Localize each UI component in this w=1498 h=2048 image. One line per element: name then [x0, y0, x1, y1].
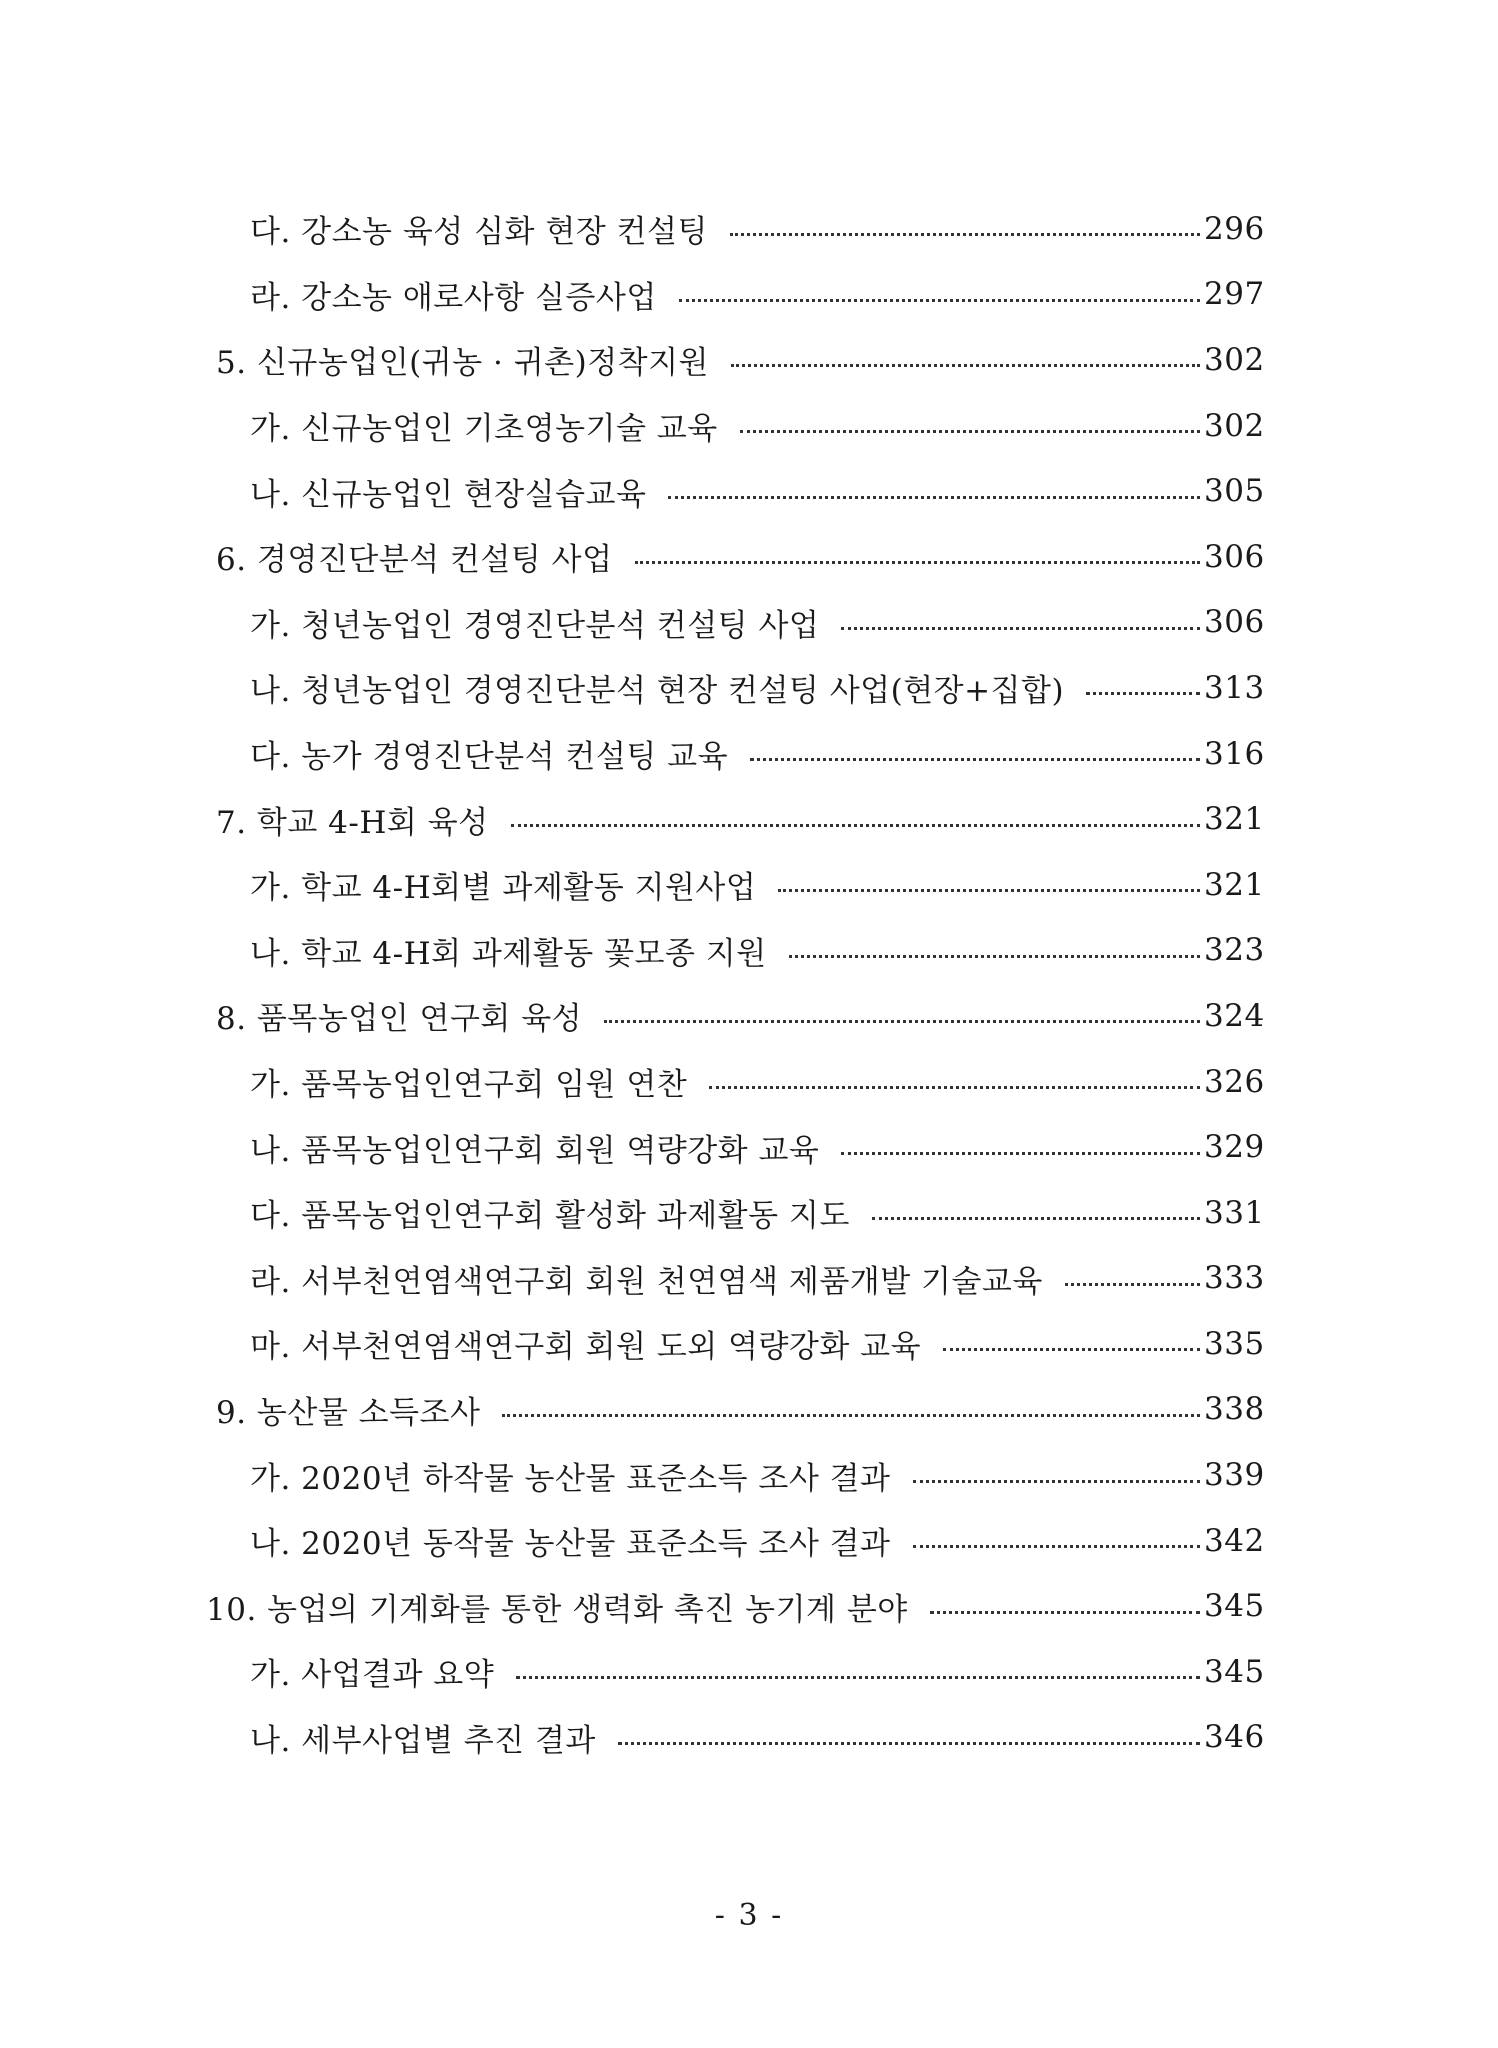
- toc-entry[interactable]: [0, 1442, 1498, 1508]
- toc-entry-label: 가. 신규농업인 기초영농기술 교육: [250, 411, 718, 448]
- toc-entry[interactable]: [0, 458, 1498, 524]
- toc-entry[interactable]: [0, 1311, 1498, 1377]
- toc-entry-page: 306: [1204, 604, 1265, 641]
- toc-section[interactable]: [0, 786, 1498, 852]
- toc-entry[interactable]: [0, 918, 1498, 984]
- toc-section[interactable]: [0, 1377, 1498, 1443]
- toc-section-page: 302: [1204, 341, 1265, 378]
- toc-entry[interactable]: [0, 1049, 1498, 1115]
- toc-entry-page: 316: [1204, 735, 1265, 772]
- toc-entry-page: 323: [1204, 932, 1265, 969]
- toc-entry[interactable]: [0, 1639, 1498, 1705]
- dot-leader: [943, 1348, 1200, 1351]
- toc-section[interactable]: [0, 327, 1498, 393]
- toc-entry-label: 다. 농가 경영진단분석 컨설팅 교육: [250, 739, 729, 776]
- toc-entry-label: 가. 학교 4-H회별 과제활동 지원사업: [250, 870, 757, 907]
- toc-entry[interactable]: [0, 1180, 1498, 1246]
- toc-section-label: 10. 농업의 기계화를 통한 생력화 촉진 농기계 분야: [206, 1591, 908, 1628]
- toc-entry-page: 297: [1204, 276, 1265, 313]
- dot-leader: [789, 955, 1200, 958]
- toc-entry[interactable]: [0, 1508, 1498, 1574]
- dot-leader: [730, 233, 1200, 236]
- toc-entry[interactable]: [0, 196, 1498, 262]
- dot-leader: [841, 1152, 1200, 1155]
- toc-section-label: 6. 경영진단분석 컨설팅 사업: [216, 542, 613, 579]
- toc-entry-page: 313: [1204, 669, 1265, 706]
- toc-entry-label: 나. 품목농업인연구회 회원 역량강화 교육: [250, 1132, 820, 1169]
- toc-section-page: 345: [1204, 1588, 1265, 1625]
- dot-leader: [1065, 1283, 1200, 1286]
- dot-leader: [502, 1414, 1200, 1417]
- dot-leader: [731, 364, 1200, 367]
- toc-entry-label: 나. 2020년 동작물 농산물 표준소득 조사 결과: [250, 1526, 891, 1563]
- dot-leader: [709, 1086, 1200, 1089]
- toc-entry-page: 333: [1204, 1260, 1265, 1297]
- toc-entry-page: 345: [1204, 1653, 1265, 1690]
- toc-entry-label: 마. 서부천연염색연구회 회원 도외 역량강화 교육: [250, 1329, 922, 1366]
- toc-entry-label: 나. 학교 4-H회 과제활동 꽃모종 지원: [250, 935, 767, 972]
- table-of-contents: [0, 196, 1498, 1770]
- toc-entry-label: 나. 청년농업인 경영진단분석 현장 컨설팅 사업(현장+집합): [250, 673, 1065, 710]
- dot-leader: [618, 1742, 1200, 1745]
- toc-section-page: 321: [1204, 801, 1265, 838]
- toc-section[interactable]: [0, 983, 1498, 1049]
- toc-entry[interactable]: [0, 590, 1498, 656]
- toc-entry[interactable]: [0, 655, 1498, 721]
- toc-entry-page: 346: [1204, 1719, 1265, 1756]
- toc-entry-label: 가. 사업결과 요약: [250, 1657, 495, 1694]
- toc-entry-label: 라. 강소농 애로사항 실증사업: [250, 279, 657, 316]
- dot-leader: [740, 430, 1200, 433]
- toc-section-label: 7. 학교 4-H회 육성: [216, 804, 489, 841]
- dot-leader: [679, 299, 1200, 302]
- toc-section-label: 5. 신규농업인(귀농 · 귀촌)정착지원: [216, 345, 709, 382]
- toc-section-page: 324: [1204, 997, 1265, 1034]
- toc-entry-label: 가. 2020년 하작물 농산물 표준소득 조사 결과: [250, 1460, 891, 1497]
- dot-leader: [778, 889, 1200, 892]
- dot-leader: [841, 627, 1200, 630]
- toc-entry-page: 326: [1204, 1063, 1265, 1100]
- dot-leader: [913, 1545, 1200, 1548]
- toc-section-label: 8. 품목농업인 연구회 육성: [216, 1001, 583, 1038]
- page-number: - 3 -: [714, 1898, 784, 1933]
- toc-entry-page: 321: [1204, 866, 1265, 903]
- toc-entry-page: 339: [1204, 1457, 1265, 1494]
- toc-section-page: 338: [1204, 1391, 1265, 1428]
- toc-entry-label: 가. 품목농업인연구회 임원 연찬: [250, 1067, 688, 1104]
- toc-entry[interactable]: [0, 1705, 1498, 1771]
- dot-leader: [1086, 692, 1200, 695]
- toc-entry-label: 라. 서부천연염색연구회 회원 천연염색 제품개발 기술교육: [250, 1263, 1043, 1300]
- toc-entry[interactable]: [0, 721, 1498, 787]
- toc-entry-page: 331: [1204, 1194, 1265, 1231]
- toc-entry-page: 305: [1204, 473, 1265, 510]
- toc-entry-page: 342: [1204, 1522, 1265, 1559]
- toc-entry-label: 다. 품목농업인연구회 활성화 과제활동 지도: [250, 1198, 850, 1235]
- toc-entry-label: 나. 세부사업별 추진 결과: [250, 1722, 596, 1759]
- dot-leader: [930, 1611, 1200, 1614]
- dot-leader: [872, 1217, 1200, 1220]
- toc-entry-page: 296: [1204, 210, 1265, 247]
- toc-section-label: 9. 농산물 소득조사: [216, 1394, 481, 1431]
- dot-leader: [604, 1020, 1200, 1023]
- toc-section-page: 306: [1204, 538, 1265, 575]
- toc-section[interactable]: [0, 524, 1498, 590]
- toc-entry[interactable]: [0, 262, 1498, 328]
- dot-leader: [750, 758, 1200, 761]
- toc-entry-label: 가. 청년농업인 경영진단분석 컨설팅 사업: [250, 607, 820, 644]
- toc-entry[interactable]: [0, 1246, 1498, 1312]
- toc-entry-page: 302: [1204, 407, 1265, 444]
- toc-entry[interactable]: [0, 393, 1498, 459]
- toc-entry-label: 다. 강소농 육성 심화 현장 컨설팅: [250, 214, 708, 251]
- toc-entry[interactable]: [0, 852, 1498, 918]
- toc-entry-page: 335: [1204, 1325, 1265, 1362]
- dot-leader: [635, 561, 1200, 564]
- toc-section[interactable]: [0, 1573, 1498, 1639]
- dot-leader: [511, 824, 1200, 827]
- dot-leader: [668, 496, 1200, 499]
- toc-entry[interactable]: [0, 1114, 1498, 1180]
- dot-leader: [913, 1480, 1200, 1483]
- toc-entry-label: 나. 신규농업인 현장실습교육: [250, 476, 647, 513]
- toc-entry-page: 329: [1204, 1129, 1265, 1166]
- dot-leader: [516, 1676, 1200, 1679]
